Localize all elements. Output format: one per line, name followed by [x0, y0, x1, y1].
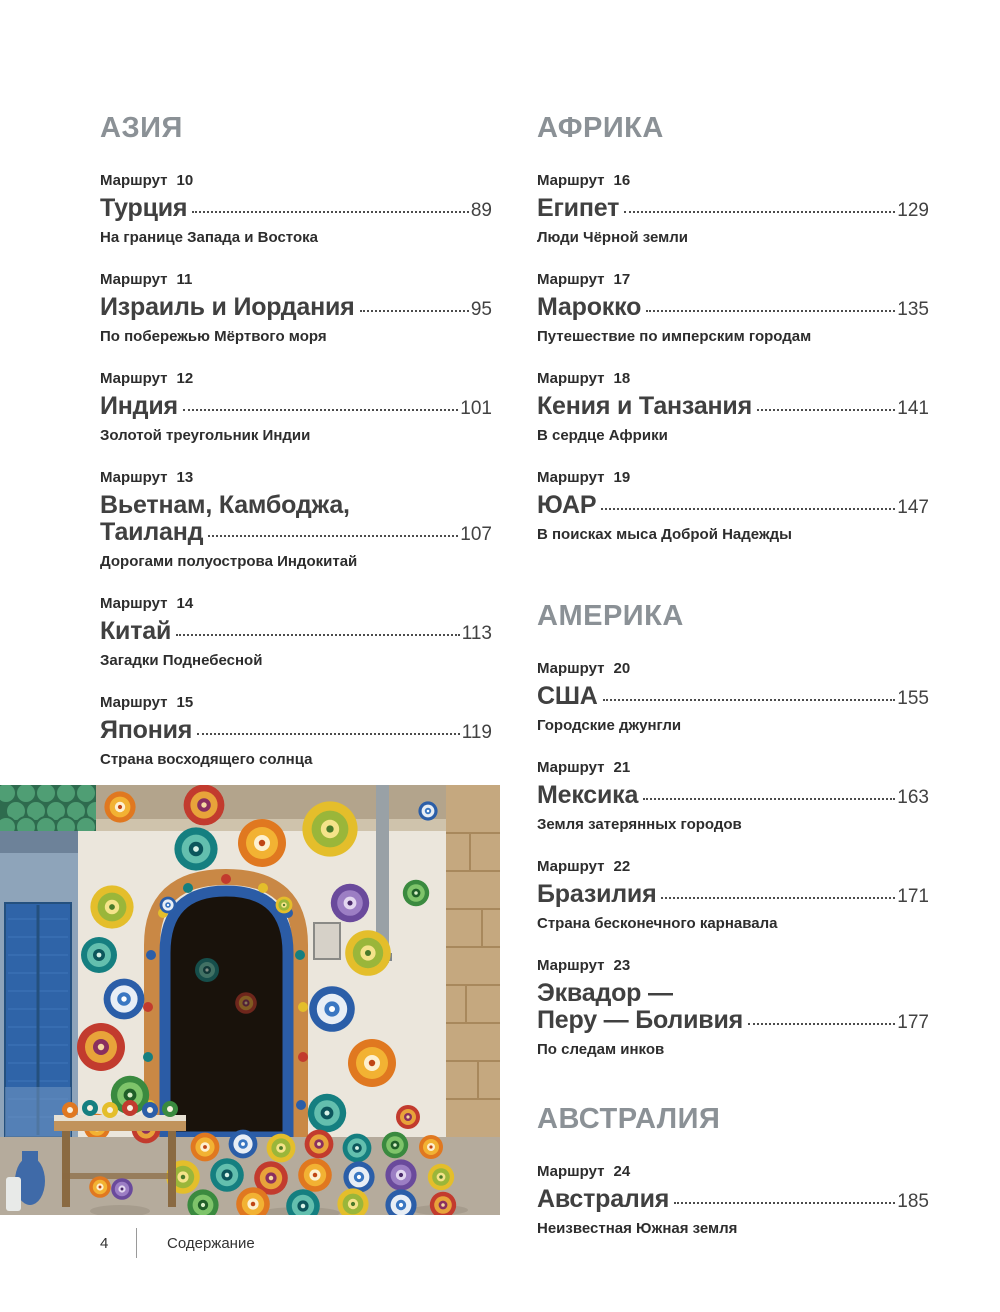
footer-page-number: 4 [100, 1234, 109, 1252]
entry-page-number: 163 [897, 787, 929, 808]
entry-title: Кения и Танзания [537, 392, 752, 420]
title-line [100, 618, 492, 647]
entry-page-number: 141 [897, 398, 929, 419]
title-line [100, 393, 492, 422]
footer-section-label: Содержание [167, 1234, 255, 1252]
title-line [100, 717, 492, 746]
entry-subtitle: Городские джунгли [537, 717, 682, 734]
entry-title: Перу — Боливия [537, 1006, 744, 1034]
section-australia [537, 1103, 929, 1238]
toc-entry [537, 469, 929, 544]
entry-subtitle: Золотой треугольник Индии [100, 427, 311, 444]
toc-entry [537, 957, 929, 1059]
dot-leader [208, 535, 458, 537]
dot-leader [183, 409, 458, 411]
dot-leader [643, 798, 895, 800]
route-number: 11 [176, 271, 193, 288]
entry-page-number: 177 [897, 1012, 929, 1033]
toc-entry [537, 370, 929, 445]
route-label: Маршрут [537, 271, 605, 288]
entry-title-line1: Вьетнам, Камбоджа, [100, 491, 350, 519]
route-label: Маршрут [100, 469, 168, 486]
storefront-photo [0, 785, 500, 1215]
title-line [537, 881, 929, 910]
dot-leader [197, 733, 460, 735]
entry-subtitle: Земля затерянных городов [537, 816, 742, 833]
toc-entry [100, 595, 492, 670]
entry-subtitle: Страна восходящего солнца [100, 751, 313, 768]
entry-subtitle: Загадки Поднебесной [100, 652, 263, 669]
toc-entry [537, 1163, 929, 1238]
entry-subtitle: Дорогами полуострова Индокитай [100, 553, 358, 570]
route-label: Маршрут [537, 370, 605, 387]
route-line [537, 957, 929, 975]
footer-divider [136, 1228, 137, 1258]
route-line [537, 858, 929, 876]
route-number: 12 [176, 370, 194, 387]
entry-subtitle: На границе Запада и Востока [100, 229, 318, 246]
dot-leader [603, 699, 896, 701]
dot-leader [624, 211, 895, 213]
dot-leader [192, 211, 469, 213]
title-line [537, 195, 929, 224]
route-line [537, 271, 929, 289]
section-america [537, 600, 929, 1059]
entry-title-line1: Эквадор — [537, 979, 673, 1007]
toc-entry [537, 858, 929, 933]
entry-subtitle: В сердце Африки [537, 427, 668, 444]
toc-entry [100, 271, 492, 346]
route-number: 24 [613, 1163, 631, 1180]
title-line [100, 195, 492, 224]
route-number: 16 [613, 172, 631, 189]
route-line [100, 595, 492, 613]
entry-subtitle: Неизвестная Южная земля [537, 1220, 738, 1237]
toc-entry [100, 370, 492, 445]
route-line [100, 172, 492, 190]
route-label: Маршрут [537, 660, 605, 677]
entry-title: Египет [537, 194, 620, 222]
entry-page-number: 135 [897, 299, 929, 320]
route-line [100, 694, 492, 712]
title-line [537, 393, 929, 422]
toc-entry [100, 694, 492, 769]
entry-title: Япония [100, 716, 193, 744]
route-number: 19 [613, 469, 631, 486]
entry-page-number: 101 [460, 398, 492, 419]
entry-title: Марокко [537, 293, 642, 321]
route-line [537, 469, 929, 487]
entry-page-number: 107 [460, 524, 492, 545]
route-number: 22 [613, 858, 631, 875]
dot-leader [646, 310, 895, 312]
entry-page-number: 95 [470, 299, 492, 320]
route-label: Маршрут [537, 172, 605, 189]
route-line [100, 271, 492, 289]
route-label: Маршрут [537, 1163, 605, 1180]
route-label: Маршрут [100, 370, 168, 387]
toc-entry [537, 660, 929, 735]
dot-leader [674, 1202, 895, 1204]
title-line [537, 1007, 929, 1036]
entry-page-number: 147 [897, 497, 929, 518]
route-label: Маршрут [100, 595, 168, 612]
toc-entry [100, 469, 492, 571]
route-number: 20 [613, 660, 631, 677]
route-label: Маршрут [100, 271, 168, 288]
entry-page-number: 129 [897, 200, 929, 221]
section-heading-australia: АВСТРАЛИЯ [537, 1103, 721, 1135]
route-line [537, 172, 929, 190]
dot-leader [757, 409, 895, 411]
route-number: 23 [613, 957, 631, 974]
route-label: Маршрут [537, 469, 605, 486]
left-column [100, 0, 492, 769]
entry-page-number: 171 [897, 886, 929, 907]
toc-entry [537, 759, 929, 834]
route-line [537, 370, 929, 388]
entry-title: Австралия [537, 1185, 670, 1213]
dot-leader [661, 897, 895, 899]
entry-page-number: 155 [897, 688, 929, 709]
route-label: Маршрут [537, 759, 605, 776]
route-label: Маршрут [100, 694, 168, 711]
title-line [537, 294, 929, 323]
route-number: 14 [176, 595, 194, 612]
route-label: Маршрут [537, 858, 605, 875]
entry-page-number: 185 [897, 1191, 929, 1212]
section-heading-america: АМЕРИКА [537, 600, 684, 632]
section-africa [537, 112, 929, 544]
entry-page-number: 89 [470, 200, 492, 221]
title-line [537, 492, 929, 521]
toc-entry [537, 271, 929, 346]
entry-title: Индия [100, 392, 178, 420]
entry-title: Китай [100, 617, 172, 645]
route-line [100, 469, 492, 487]
storefront-photo-illustration [0, 785, 500, 1215]
entry-title: Турция [100, 194, 188, 222]
route-number: 13 [176, 469, 194, 486]
route-number: 10 [176, 172, 194, 189]
entry-title: ЮАР [537, 491, 597, 519]
entry-subtitle: Люди Чёрной земли [537, 229, 688, 246]
entry-page-number: 113 [461, 623, 492, 644]
title-line [100, 519, 492, 548]
entry-title: Бразилия [537, 880, 657, 908]
route-label: Маршрут [537, 957, 605, 974]
route-line [537, 660, 929, 678]
route-number: 18 [613, 370, 631, 387]
entry-title: Израиль и Иордания [100, 293, 355, 321]
title-line [100, 294, 492, 323]
route-line [537, 1163, 929, 1181]
toc-entry [100, 172, 492, 247]
section-asia [100, 112, 492, 769]
toc-entry [537, 172, 929, 247]
entry-subtitle: Страна бесконечного карнавала [537, 915, 778, 932]
route-number: 21 [613, 759, 631, 776]
dot-leader [601, 508, 895, 510]
title-line [537, 782, 929, 811]
entry-title: Таиланд [100, 518, 204, 546]
dot-leader [748, 1023, 895, 1025]
entry-subtitle: По побережью Мёртвого моря [100, 328, 327, 345]
right-column [537, 0, 929, 1238]
page-footer [100, 1228, 255, 1258]
section-heading-africa: АФРИКА [537, 112, 664, 144]
entry-subtitle: В поисках мыса Доброй Надежды [537, 526, 792, 543]
entry-title: США [537, 682, 598, 710]
section-heading-asia: АЗИЯ [100, 112, 183, 144]
dot-leader [360, 310, 469, 312]
route-number: 17 [613, 271, 631, 288]
entry-subtitle: Путешествие по имперским городам [537, 328, 812, 345]
entry-page-number: 119 [461, 722, 492, 743]
entry-title: Мексика [537, 781, 639, 809]
route-number: 15 [176, 694, 194, 711]
route-line [100, 370, 492, 388]
entry-subtitle: По следам инков [537, 1041, 665, 1058]
title-line [537, 1186, 929, 1215]
title-line [537, 683, 929, 712]
dot-leader [176, 634, 460, 636]
route-line [537, 759, 929, 777]
route-label: Маршрут [100, 172, 168, 189]
